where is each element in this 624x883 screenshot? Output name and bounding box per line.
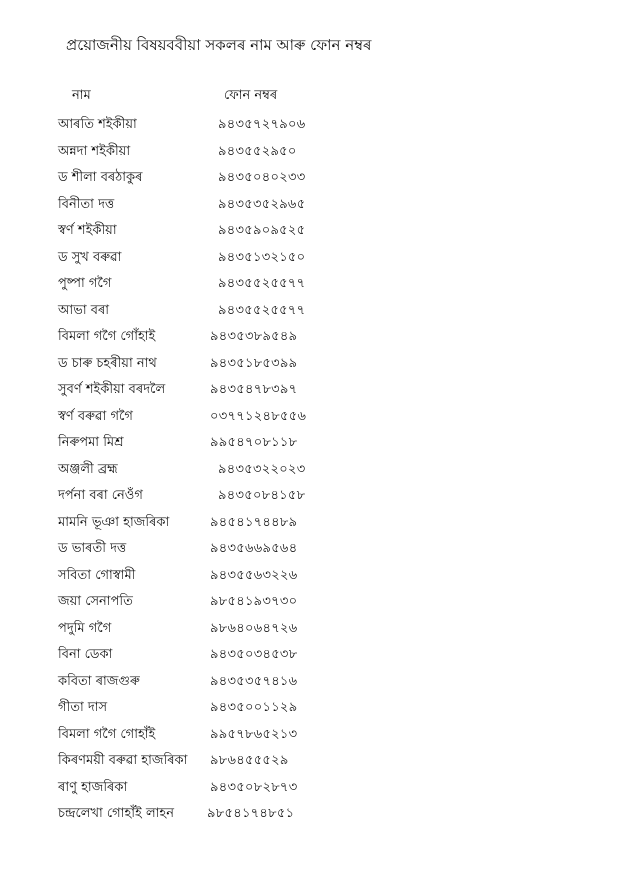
contact-row — [0, 221, 624, 248]
contact-row — [0, 778, 624, 805]
contact-row — [0, 751, 624, 778]
contact-row — [0, 725, 624, 752]
contact-name: আৰতি শইকীয়া — [58, 117, 137, 132]
contact-phone: ০৩৭৭১২৪৮৫৫৬ — [210, 408, 307, 424]
contact-name: কিৰণময়ী বৰুৱা হাজৰিকা — [58, 753, 188, 768]
contact-phone: ৯৮৫৪১৭৪৮৫১ — [207, 806, 295, 821]
contact-name: অন্নদা শইকীয়া — [58, 143, 131, 159]
contact-row — [0, 566, 624, 593]
contact-name: দৰ্পনা বৰা নেওঁগ — [58, 488, 143, 503]
contact-row — [0, 380, 624, 407]
contact-name: পুষ্পা গগৈ — [58, 276, 112, 291]
column-header-name: নাম — [72, 88, 91, 103]
contact-phone: ৯৯৫৪৭০৮১১৮ — [210, 435, 298, 450]
contact-name: বিমলা গগৈ গোঁহাই — [58, 329, 156, 344]
contact-list — [0, 115, 624, 831]
contact-phone: ৯৯৫৭৮৬৫২১৩ — [210, 726, 298, 742]
contact-phone: ৯৪৩৫৩৮৯৫৪৯ — [210, 329, 298, 344]
contact-name: বিনীতা দত্ত — [58, 196, 115, 212]
contact-phone: ৯৪৩৫০৪০২৩৩ — [218, 170, 306, 185]
contact-phone: ৯৪৩৫৬৬৯৫৬৪ — [210, 541, 298, 556]
contact-name: মামনি ভূঞা হাজৰিকা — [58, 514, 170, 530]
column-header-row — [0, 86, 624, 106]
contact-phone: ৯৪৫৪১৭৪৪৮৯ — [210, 514, 298, 530]
contact-phone: ৯৪৩৫৩৫৭৪১৬ — [210, 673, 298, 689]
contact-row — [0, 672, 624, 699]
contact-row — [0, 592, 624, 619]
contact-name: আভা বৰা — [58, 302, 110, 318]
contact-row — [0, 274, 624, 301]
contact-phone: ৯৮৫৪১৯৩৭৩০ — [210, 594, 298, 609]
contact-phone: ৯৪৩৫৩৫২৯৬৫ — [218, 196, 306, 212]
contact-name: গীতা দাস — [58, 700, 108, 715]
contact-row — [0, 327, 624, 354]
contact-name: ৰাণু হাজৰিকা — [58, 779, 128, 795]
contact-row — [0, 195, 624, 222]
contact-row — [0, 513, 624, 540]
contact-phone: ৯৪৩৫০০১১২৯ — [210, 700, 298, 715]
contact-phone: ৯৪৩৫০৮২৮৭৩ — [210, 779, 298, 795]
contact-row — [0, 433, 624, 460]
contact-row — [0, 804, 624, 831]
contact-phone: ৯৮৬৪০৬৪৭২৬ — [210, 620, 298, 636]
contact-name: কবিতা ৰাজগুৰু — [58, 673, 140, 689]
contact-phone: ৯৪৩৫০৩৪৫৩৮ — [210, 647, 298, 662]
contact-name: নিৰুপমা মিশ্ৰ — [58, 435, 124, 450]
contact-name: ড ভাৰতী দত্ত — [58, 541, 127, 556]
contact-name: স্বৰ্ণ শইকীয়া — [58, 223, 117, 238]
contact-row — [0, 619, 624, 646]
contact-row — [0, 248, 624, 275]
contact-row — [0, 486, 624, 513]
contact-name: পদুমি গগৈ — [58, 620, 112, 636]
contact-row — [0, 645, 624, 672]
contact-row — [0, 407, 624, 434]
contact-phone: ৯৪৩৫০৮৪১৫৮ — [218, 488, 306, 503]
contact-name: বিনা ডেকা — [58, 647, 113, 662]
contact-phone: ৯৪৩৫৭২৭৯০৬ — [218, 117, 306, 132]
contact-phone: ৯৪৩৫৫২৫৫৭৭ — [218, 302, 306, 318]
contact-name: সবিতা গোস্বামী — [58, 567, 136, 583]
contact-row — [0, 460, 624, 487]
contact-row — [0, 142, 624, 169]
contact-phone: ৯৪৩৫৫৬৩২২৬ — [210, 567, 298, 583]
document-title: প্ৰয়োজনীয় বিষয়ববীয়া সকলৰ নাম আৰু ফোন নম্বৰ — [66, 36, 372, 54]
contact-name: ড শীলা বৰঠাকুৰ — [58, 170, 143, 185]
contact-phone: ৯৪৩৫১৩২১৫০ — [218, 249, 306, 265]
contact-phone: ৯৪৩৫১৮৫৩৯৯ — [210, 355, 298, 371]
contact-row — [0, 115, 624, 142]
contact-row — [0, 301, 624, 328]
contact-row — [0, 539, 624, 566]
contact-phone: ৯৪৩৫৪৭৮৩৯৭ — [210, 382, 298, 397]
contact-row — [0, 168, 624, 195]
contact-name: জয়া সেনাপতি — [58, 594, 133, 609]
contact-row — [0, 698, 624, 725]
contact-name: ড চাৰু চহৰীয়া নাথ — [58, 355, 157, 371]
column-header-phone: ফোন নম্বৰ — [224, 88, 278, 103]
contact-phone: ৯৪৩৫৩২২০২৩ — [218, 461, 306, 477]
contact-phone: ৯৪৩৫৯০৯৫২৫ — [218, 223, 306, 238]
contact-name: ড সুখ বৰুৱা — [58, 249, 122, 265]
contact-name: স্বৰ্ণ বৰুৱা গগৈ — [58, 408, 133, 424]
contact-name: অঞ্জলী ব্ৰহ্ম — [58, 461, 118, 477]
contact-row — [0, 354, 624, 381]
contact-phone: ৯৮৬৪৫৫৫২৯ — [210, 753, 289, 768]
contact-name: সুবৰ্ণ শইকীয়া বৰদলৈ — [58, 382, 166, 397]
contact-phone: ৯৪৩৫৫২৫৫৭৭ — [218, 276, 306, 291]
contact-name: চন্দ্ৰলেখা গোহাঁই লাহন — [58, 806, 174, 821]
contact-phone: ৯৪৩৫৫২৯৫০ — [218, 143, 297, 159]
contact-name: বিমলা গগৈ গোহাঁই — [58, 726, 156, 742]
